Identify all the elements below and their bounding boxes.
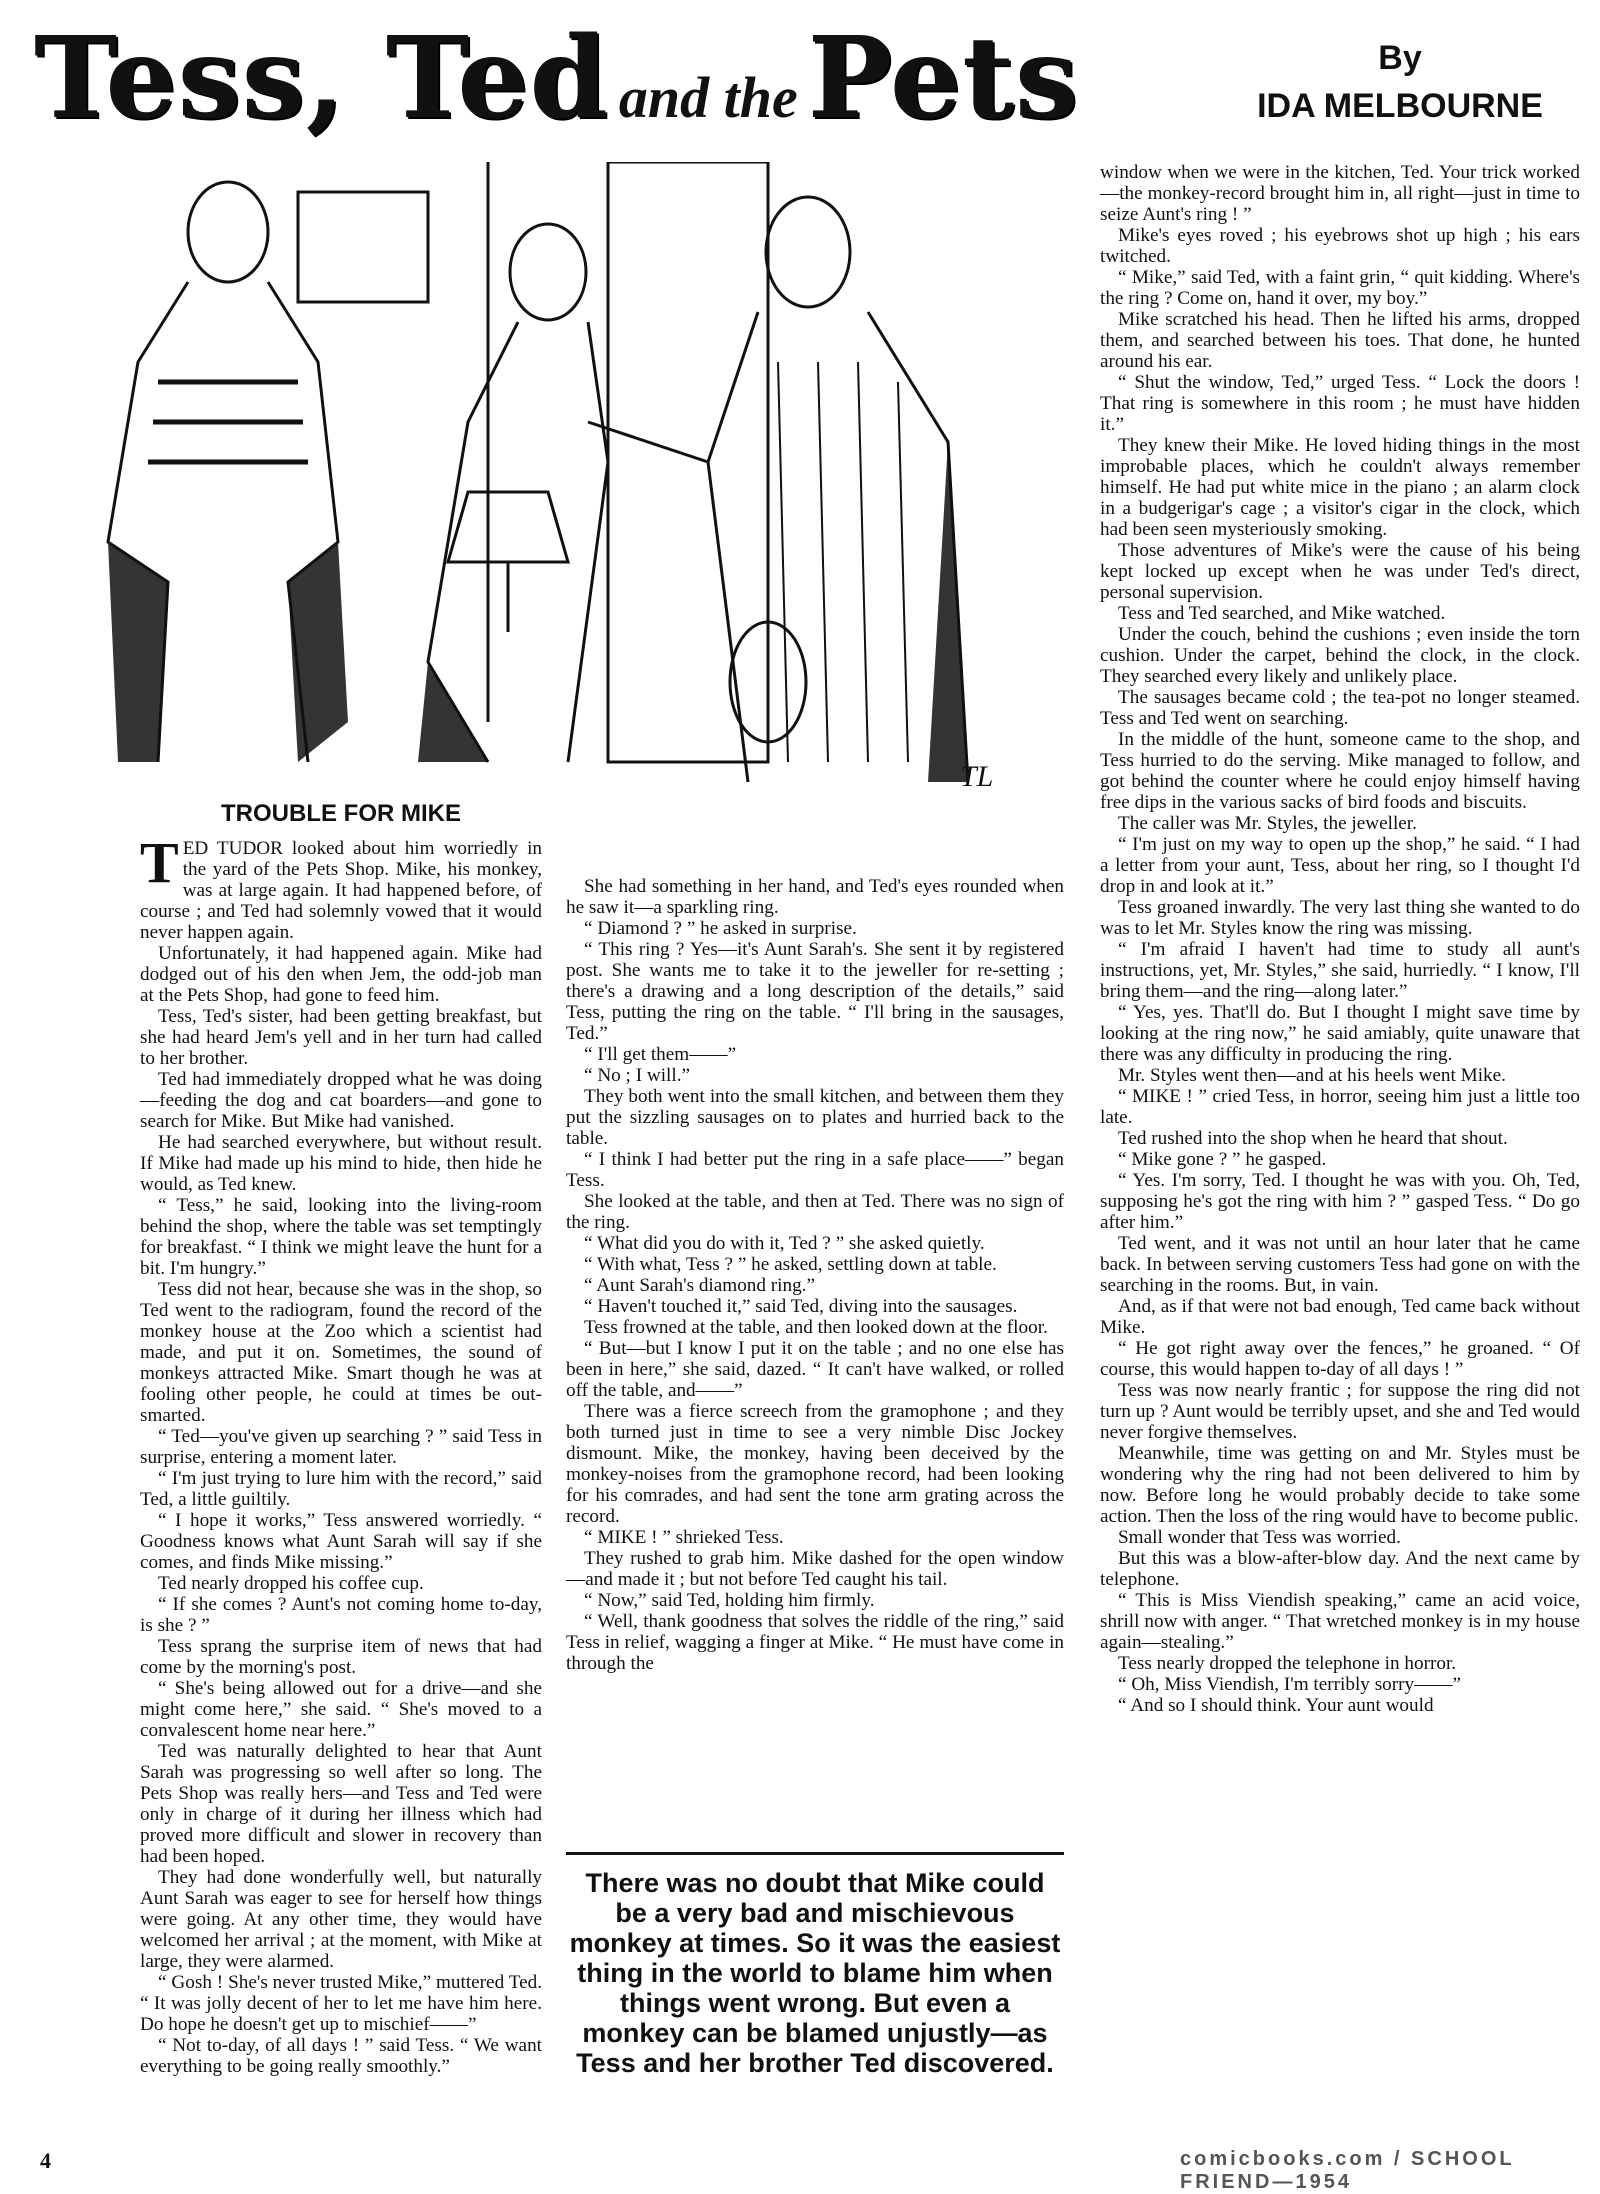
paragraph: “ He got right away over the fences,” he groaned. “ Of course, this would happen to-day of all days ! ”	[1100, 1338, 1580, 1380]
paragraph: “ Shut the window, Ted,” urged Tess. “ Lock the doors ! That ring is somewhere in this room ; he must have hidden it.”	[1100, 372, 1580, 435]
footer-credit: comicbooks.com / SCHOOL FRIEND—1954	[1180, 2148, 1515, 2193]
paragraph: “ I'm afraid I haven't had time to study all aunt's instructions, yet, Mr. Styles,” she said, hurriedly. “ I know, I'll bring them—and the ring—along later.”	[1100, 939, 1580, 1002]
paragraph: Under the couch, behind the cushions ; even inside the torn cushion. Under the carpet, behind the clock, in the clock. They searched every likely and unlikely place.	[1100, 624, 1580, 687]
paragraph: Mr. Styles went then—and at his heels went Mike.	[1118, 1065, 1506, 1086]
paragraph: Ted had immediately dropped what he was doing—feeding the dog and cat boarders—and gone to search for Mike. But Mike had vanished.	[140, 1069, 542, 1132]
text-column-1	[140, 830, 542, 2118]
paragraph: “ Diamond ? ” he asked in surprise.	[584, 918, 857, 939]
paragraph: Tess groaned inwardly. The very last thing she wanted to do was to let Mr. Styles know the ring was missing.	[1100, 897, 1580, 939]
paragraph: Mike scratched his head. Then he lifted his arms, dropped them, and searched between his toes. That done, he hunted around his ear.	[1100, 309, 1580, 372]
paragraph: They knew their Mike. He loved hiding things in the most improbable places, which he couldn't always remember himself. He had put white mice in the piano ; an alarm clock in a budgerigar's cage ; a visitor's cigar in the clock, which had been seen mysteriously smoking.	[1100, 435, 1580, 540]
paragraph: “ I think I had better put the ring in a safe place——” began Tess.	[566, 1149, 1064, 1191]
paragraph: “ No ; I will.”	[584, 1065, 691, 1086]
paragraph: “ I'll get them——”	[584, 1044, 737, 1065]
paragraph: Those adventures of Mike's were the cause of his being kept locked up except when he was under Ted's direct, personal supervision.	[1100, 540, 1580, 603]
paragraph: “ Ted—you've given up searching ? ” said Tess in surprise, entering a moment later.	[140, 1426, 542, 1468]
paragraph: Tess nearly dropped the telephone in horror.	[1118, 1653, 1457, 1674]
paragraph: “ Aunt Sarah's diamond ring.”	[584, 1275, 815, 1296]
story-illustration	[48, 162, 1068, 802]
paragraph: “ Haven't touched it,” said Ted, diving into the sausages.	[584, 1296, 1018, 1317]
page-number: 4	[40, 2148, 51, 2173]
paragraph: Tess was now nearly frantic ; for suppose the ring did not turn up ? Aunt would be terribly upset, and she and Ted would never forgive themselves.	[1100, 1380, 1580, 1443]
illustration-drawing	[48, 162, 1068, 802]
paragraph: Ted was naturally delighted to hear that Aunt Sarah was progressing so well after so long. The Pets Shop was really hers—and Tess and Ted were only in charge of it during her illness which had proved more difficult and slower in recovery than had been hoped.	[140, 1741, 542, 1867]
paragraph: “ Mike,” said Ted, with a faint grin, “ quit kidding. Where's the ring ? Come on, hand it over, my boy.”	[1100, 267, 1580, 309]
paragraph: “ Tess,” he said, looking into the living-room behind the shop, where the table was set temptingly for breakfast. “ I think we might leave the hunt for a bit. I'm hungry.”	[140, 1195, 542, 1279]
paragraph: “ Oh, Miss Viendish, I'm terribly sorry——”	[1118, 1674, 1462, 1695]
paragraph: The caller was Mr. Styles, the jeweller.	[1118, 813, 1417, 834]
paragraph: “ MIKE ! ” cried Tess, in horror, seeing him just a little too late.	[1100, 1086, 1580, 1128]
title-script: and the	[618, 65, 798, 130]
drop-cap: T	[140, 830, 179, 895]
paragraph: In the middle of the hunt, someone came to the shop, and Tess hurried to do the serving. Mike managed to follow, and got behind the counter where he could enjoy himself having free dips in the various sacks of bird foods and biscuits.	[1100, 729, 1580, 813]
paragraph: “ Mike gone ? ” he gasped.	[1118, 1149, 1327, 1170]
paragraph: “ I'm just on my way to open up the shop,” he said. “ I had a letter from your aunt, Tess, about her ring, so I thought I'd drop in and look at it.”	[1100, 834, 1580, 897]
paragraph: But this was a blow-after-blow day. And the next came by telephone.	[1100, 1548, 1580, 1590]
artist-signature: TL	[960, 760, 994, 793]
paragraph: “ Yes. I'm sorry, Ted. I thought he was with you. Oh, Ted, supposing he's got the ring with him ? ” gasped Tess. “ Do go after him.”	[1100, 1170, 1580, 1233]
paragraph: They both went into the small kitchen, and between them they put the sizzling sausages on to plates and hurried back to the table.	[566, 1086, 1064, 1149]
paragraph: “ Well, thank goodness that solves the riddle of the ring,” said Tess in relief, wagging a finger at Mike. “ He must have come in through the	[566, 1611, 1064, 1674]
paragraph: “ Gosh ! She's never trusted Mike,” muttered Ted. “ It was jolly decent of her to let me have him here. Do hope he doesn't get up to mischief——”	[140, 1972, 542, 2035]
callout-blurb: There was no doubt that Mike could be a very bad and mischievous monkey at times. So it was the easiest thing in the world to blame him when things went wrong. But even a monkey can be blamed unjustly—as Tess and her brother Ted discovered.	[569, 1868, 1061, 2078]
paragraph: Meanwhile, time was getting on and Mr. Styles must be wondering why the ring had not been delivered to him by now. Before long he would probably decide to take some action. Then the loss of the ring would have to become public.	[1100, 1443, 1580, 1527]
paragraph: “ And so I should think. Your aunt would	[1118, 1695, 1434, 1716]
byline-by: By	[1378, 39, 1422, 77]
paragraph: Tess and Ted searched, and Mike watched.	[1118, 603, 1446, 624]
text-column-2	[566, 876, 1064, 1851]
paragraph: Ted rushed into the shop when he heard that shout.	[1118, 1128, 1508, 1149]
paragraph: “ Yes, yes. That'll do. But I thought I might save time by looking at the ring now,” he said amiably, quite unaware that there was any difficulty in producing the ring.	[1100, 1002, 1580, 1065]
section-subheading: TROUBLE FOR MIKE	[221, 800, 461, 827]
paragraph: “ Not to-day, of all days ! ” said Tess. “ We want everything to be going really smoothly.”	[140, 2035, 542, 2077]
paragraph: Small wonder that Tess was worried.	[1118, 1527, 1401, 1548]
paragraph: “ But—but I know I put it on the table ; and no one else has been in here,” she said, dazed. “ It can't have walked, or rolled off the table, and——”	[566, 1338, 1064, 1401]
paragraph: Tess did not hear, because she was in the shop, so Ted went to the radiogram, found the record of the monkey house at the Zoo which a scientist had made, and put it on. Sometimes, the sound of monkeys attracted Mike. Smart though he was at fooling other people, he could at times be out-smarted.	[140, 1279, 542, 1426]
paragraph: “ She's being allowed out for a drive—and she might come here,” she said. “ She's moved to a convalescent home near here.”	[140, 1678, 542, 1741]
paragraph: The sausages became cold ; the tea-pot no longer steamed. Tess and Ted went on searching.	[1100, 687, 1580, 729]
paragraph: They rushed to grab him. Mike dashed for the open window—and made it ; but not before Ted caught his tail.	[566, 1548, 1064, 1590]
callout-rule	[566, 1852, 1064, 1855]
paragraph: Unfortunately, it had happened again. Mike had dodged out of his den when Jem, the odd-job man at the Pets Shop, had gone to feed him.	[140, 943, 542, 1006]
paragraph: “ What did you do with it, Ted ? ” she asked quietly.	[584, 1233, 985, 1254]
paragraph: “ If she comes ? Aunt's not coming home to-day, is she ? ”	[140, 1594, 542, 1636]
paragraph: Ted nearly dropped his coffee cup.	[158, 1573, 424, 1594]
paragraph: “ MIKE ! ” shrieked Tess.	[584, 1527, 784, 1548]
paragraph: He had searched everywhere, but without result. If Mike had made up his mind to hide, then hide he would, as Ted knew.	[140, 1132, 542, 1195]
paragraph: Mike's eyes roved ; his eyebrows shot up high ; his ears twitched.	[1100, 225, 1580, 267]
paragraph: “ I'm just trying to lure him with the record,” said Ted, a little guiltily.	[140, 1468, 542, 1510]
paragraph: “ I hope it works,” Tess answered worriedly. “ Goodness knows what Aunt Sarah will say if she comes, and finds Mike missing.”	[140, 1510, 542, 1573]
paragraph: Ted went, and it was not until an hour later that he came back. In between serving customers Tess had gone on with the searching in the rooms. But, in vain.	[1100, 1233, 1580, 1296]
opening-paragraph: TED TUDOR looked about him worriedly in the yard of the Pets Shop. Mike, his monkey, was at large again. It had happened before, of course ; and Ted had solemnly vowed that it would never happen again.	[140, 830, 542, 943]
paragraph: They had done wonderfully well, but naturally Aunt Sarah was eager to see for herself how things were going. At any other time, they would have welcomed her arrival ; at the moment, with Mike at large, they were alarmed.	[140, 1867, 542, 1972]
byline	[1230, 34, 1570, 130]
paragraph: Tess sprang the surprise item of news that had come by the morning's post.	[140, 1636, 542, 1678]
paragraph: There was a fierce screech from the gramophone ; and they both turned just in time to see a very nimble Disc Jockey dismount. Mike, the monkey, having been deceived by the monkey-noises from the gramophone record, had been looking for his comrades, and had sent the tone arm grating across the record.	[566, 1401, 1064, 1527]
paragraph: She had something in her hand, and Ted's eyes rounded when he saw it—a sparkling ring.	[566, 876, 1064, 918]
title-part-1: Tess, Ted	[34, 13, 609, 144]
text-column-3	[1100, 162, 1580, 2142]
paragraph: “ This is Miss Viendish speaking,” came an acid voice, shrill now with anger. “ That wretched monkey is in my house again—stealing.”	[1100, 1590, 1580, 1653]
author-name: IDA MELBOURNE	[1257, 87, 1543, 125]
paragraph: And, as if that were not bad enough, Ted came back without Mike.	[1100, 1296, 1580, 1338]
paragraph: “ This ring ? Yes—it's Aunt Sarah's. She sent it by registered post. She wants me to take it to the jeweller for re-setting ; there's a drawing and a long description of the details,” said Tess, putting the ring on the table. “ I'll bring in the sausages, Ted.”	[566, 939, 1064, 1044]
paragraph: window when we were in the kitchen, Ted. Your trick worked—the monkey-record brought him in, all right—just in time to seize Aunt's ring ! ”	[1100, 162, 1580, 225]
title-part-2: Pets	[807, 13, 1080, 144]
paragraph: Tess, Ted's sister, had been getting breakfast, but she had heard Jem's yell and in her turn had called to her brother.	[140, 1006, 542, 1069]
paragraph: “ With what, Tess ? ” he asked, settling down at table.	[584, 1254, 997, 1275]
paragraph: Tess frowned at the table, and then looked down at the floor.	[584, 1317, 1048, 1338]
article-title	[34, 14, 1224, 164]
paragraph: “ Now,” said Ted, holding him firmly.	[584, 1590, 875, 1611]
paragraph: She looked at the table, and then at Ted. There was no sign of the ring.	[566, 1191, 1064, 1233]
